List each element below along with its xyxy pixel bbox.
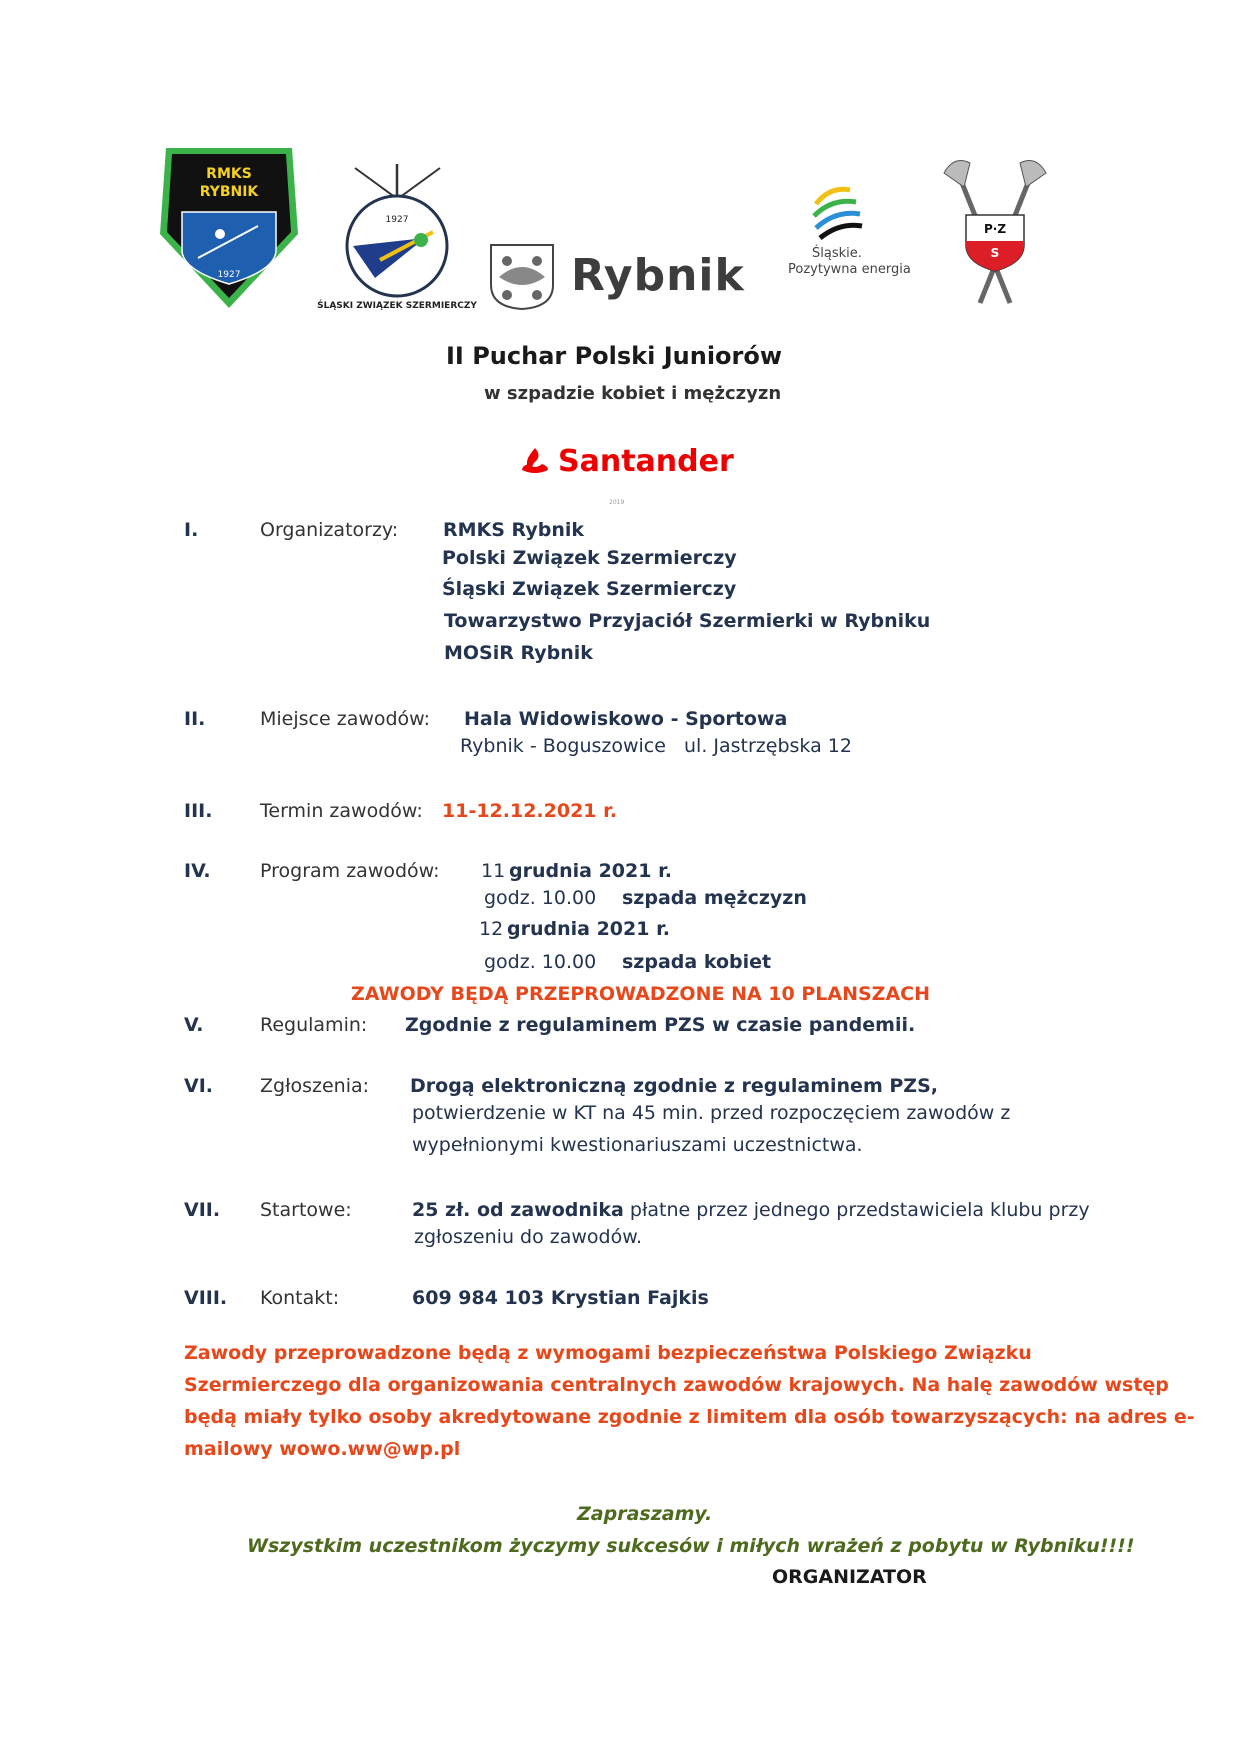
rybnik-text: RYBNIK	[199, 184, 259, 200]
notice-line: Zawody przeprowadzone będą z wymogami bezpieczeństwa Polskiego Związku	[184, 1342, 1032, 1364]
section-label: Zgłoszenia:	[260, 1075, 370, 1097]
section-num: VIII.	[184, 1287, 228, 1309]
section-num: III.	[184, 800, 213, 822]
event-dates: 11-12.12.2021 r.	[442, 800, 618, 822]
organizer-line: RMKS Rybnik	[443, 519, 584, 541]
szz-year: 1927	[385, 215, 409, 225]
time2: godz. 10.00	[484, 951, 597, 973]
section-label: Miejsce zawodów:	[260, 708, 431, 730]
day1-date: grudnia 2021 r.	[509, 860, 672, 882]
event2: szpada kobiet	[622, 951, 772, 973]
contact-value: 609 984 103 Krystian Fajkis	[412, 1287, 709, 1309]
time1: godz. 10.00	[484, 887, 597, 909]
pistes-note: ZAWODY BĘDĄ PRZEPROWADZONE NA 10 PLANSZACH	[351, 983, 930, 1005]
slaskie-logo	[810, 182, 866, 242]
rybnik-city-crest	[489, 243, 555, 311]
notice-line: będą miały tylko osoby akredytowane zgodnie z limitem dla osób towarzyszących: na adres e-	[184, 1406, 1195, 1428]
day2-number: 12	[479, 918, 504, 940]
section-num: IV.	[184, 860, 211, 882]
notice-line: mailowy wowo.ww@wp.pl	[184, 1438, 461, 1460]
section-label: Regulamin:	[260, 1014, 368, 1036]
page-title: II Puchar Polski Juniorów	[446, 342, 783, 370]
venue-street: ul. Jastrzębska 12	[684, 735, 852, 757]
organizer-line: Polski Związek Szermierczy	[442, 547, 737, 569]
invitation: Zapraszamy.	[577, 1503, 713, 1525]
section-num: I.	[184, 519, 199, 541]
section-label: Program zawodów:	[260, 860, 440, 882]
section-label: Startowe:	[260, 1199, 352, 1221]
closing-wish: Wszystkim uczestnikom życzymy sukcesów i miłych wrażeń z pobytu w Rybniku!!!!	[247, 1535, 1135, 1557]
tiny-mark: 2019	[609, 499, 625, 506]
section-label: Termin zawodów:	[260, 800, 423, 822]
fee-amount: 25 zł. od zawodnika	[412, 1199, 624, 1221]
rmks-year: 1927	[217, 270, 241, 280]
pzs-letters: P·Z	[983, 222, 1007, 236]
section-label: Kontakt:	[260, 1287, 340, 1309]
organizer-line: Śląski Związek Szermierczy	[442, 578, 737, 600]
section-num: V.	[184, 1014, 204, 1036]
rules-value: Zgodnie z regulaminem PZS w czasie pandemii.	[405, 1014, 916, 1036]
venue-name: Hala Widowiskowo - Sportowa	[464, 708, 788, 730]
rmks-text: RMKS	[206, 166, 252, 182]
section-num: II.	[184, 708, 206, 730]
event1: szpada mężczyzn	[622, 887, 807, 909]
slaski-zwiazek-logo	[317, 160, 477, 312]
day1-number: 11	[481, 860, 506, 882]
pzs-logo	[940, 153, 1050, 311]
day2-date: grudnia 2021 r.	[507, 918, 670, 940]
fee-line2: zgłoszeniu do zawodów.	[414, 1226, 643, 1248]
section-label: Organizatorzy:	[260, 519, 399, 541]
fee-rest: płatne przez jednego przedstawiciela klubu przy	[623, 1199, 1090, 1221]
fee-line1	[412, 1199, 1090, 1221]
registration-line2: potwierdzenie w KT na 45 min. przed rozpoczęciem zawodów z	[412, 1102, 1011, 1124]
organizer-line: MOSiR Rybnik	[444, 642, 593, 664]
szz-arc-text: ŚLĄSKI ZWIĄZEK SZERMIERCZY	[317, 301, 477, 311]
registration-line3: wypełnionymi kwestionariuszami uczestnictwa.	[412, 1134, 863, 1156]
pzs-letter-s: S	[990, 246, 1000, 260]
notice-line: Szermierczego dla organizowania centralnych zawodów krajowych. Na halę zawodów wstęp	[184, 1374, 1169, 1396]
slaskie-line2: Pozytywna energia	[788, 262, 911, 277]
santander-wordmark: Santander	[558, 444, 734, 479]
rmks-rybnik-logo	[158, 146, 300, 311]
rybnik-wordmark: Rybnik	[571, 250, 745, 301]
section-num: VII.	[184, 1199, 221, 1221]
organizer-line: Towarzystwo Przyjaciół Szermierki w Rybniku	[444, 610, 931, 632]
signature: ORGANIZATOR	[772, 1566, 927, 1588]
registration-line1: Drogą elektroniczną zgodnie z regulaminem PZS,	[410, 1075, 938, 1097]
santander-flame-icon	[520, 446, 550, 476]
section-num: VI.	[184, 1075, 213, 1097]
page-subtitle: w szpadzie kobiet i mężczyzn	[484, 383, 782, 404]
slaskie-line1: Śląskie.	[812, 246, 862, 261]
venue-city: Rybnik - Boguszowice	[460, 735, 666, 757]
